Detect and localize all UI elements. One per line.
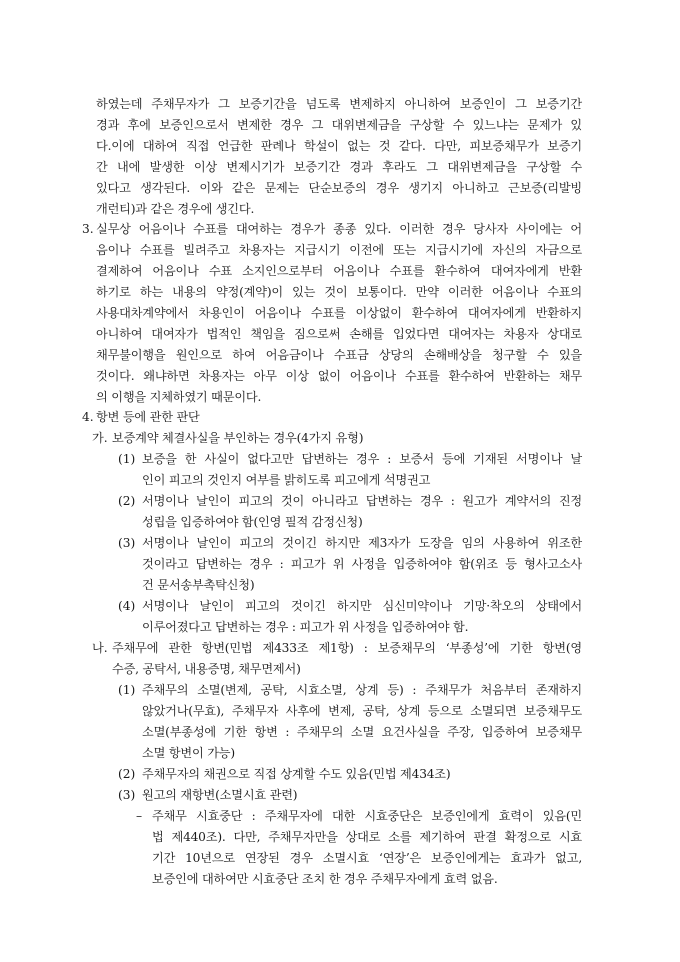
item-3-line: 채무불이행을 원인으로 하여 어음금이나 수표금 상당의 손해배상을 청구할 수 있을 — [96, 348, 582, 362]
subitem-line: 성립을 입증하여야 함(인영 필적 감정신청) — [142, 515, 363, 529]
dash-marker: – — [136, 809, 143, 823]
intro-line: 간 내에 발생한 이상 변제시기가 보증기간 경과 후라도 그 대위변제금을 구상할 수 — [96, 160, 582, 174]
dash-item-line: 보증인에 대하여만 시효중단 조치 한 경우 주채무자에게 효력 없음. — [152, 872, 498, 886]
subitem-line: 소멸 항변이 가능) — [142, 746, 235, 760]
subsection-title: 수증, 공탁서, 내용증명, 채무면제서) — [112, 662, 301, 676]
subitem-line: 서명이나 날인이 피고의 것이 아니라고 답변하는 경우 : 원고가 계약서의 진정 — [142, 494, 582, 508]
subitem-marker: (1) — [118, 452, 136, 466]
subsection-marker: 나. — [92, 641, 108, 655]
dash-item-line: 기간 10년으로 연장된 경우 소멸시효 ‘연장’은 보증인에게는 효과가 없고, — [152, 851, 582, 865]
item-number: 4. — [82, 410, 94, 424]
item-3-line: 실무상 어음이나 수표를 대여하는 경우가 종종 있다. 이러한 경우 당사자 사이에는 어 — [96, 222, 582, 236]
intro-line: 있다고 생각된다. 이와 같은 문제는 단순보증의 경우 생기지 아니하고 근보증(리발빙 — [96, 181, 582, 195]
subitem-marker: (3) — [118, 536, 136, 550]
subitem-line: 소멸(부종성에 기한 항변 : 주채무의 소멸 요건사실을 주장, 입증하여 보증채무 — [142, 725, 582, 739]
item-3-line: 결제하여 어음이나 수표 소지인으로부터 어음이나 수표를 환수하여 대여자에게 반환 — [96, 264, 582, 278]
subitem-line: 서명이나 날인이 피고의 것이긴 하지만 제3자가 도장을 임의 사용하여 위조한 — [142, 536, 582, 550]
dash-item-line: 주채무 시효중단 : 주채무자에 대한 시효중단은 보증인에게 효력이 있음(민 — [152, 809, 582, 823]
intro-line: 하였는데 주채무자가 그 보증기간을 넘도록 변제하지 아니하여 보증인이 그 보증기간 — [96, 97, 582, 111]
item-3-line: 하기로 하는 내용의 약정(계약)이 있는 것이 보통이다. 만약 이러한 어음이나 수표의 — [96, 285, 582, 299]
intro-line: 경과 후에 보증인으로서 변제한 경우 그 대위변제금을 구상할 수 있느냐는 문제가 있 — [96, 118, 582, 132]
subitem-line: 이루어졌다고 답변하는 경우 : 피고가 위 사정을 입증하여야 함. — [142, 620, 469, 634]
subitem-line: 서명이나 날인이 피고의 것이긴 하지만 심신미약이나 기망·착오의 상태에서 — [142, 599, 582, 613]
item-3-line: 아니하여 대여자가 법적인 책임을 짐으로써 손해를 입었다면 대여자는 차용자 상대로 — [96, 327, 582, 341]
intro-line: 개런티)과 같은 경우에 생긴다. — [96, 202, 255, 216]
subitem-line: 것이라고 답변하는 경우 : 피고가 위 사정을 입증하여야 함(위조 등 형사고소사 — [142, 557, 582, 571]
dash-item-line: 법 제440조). 다만, 주채무자만을 상대로 소를 제기하여 판결 확정으로 시효 — [152, 830, 582, 844]
item-3-line: 음이나 수표를 빌려주고 차용자는 지급시기 이전에 또는 지급시기에 자신의 자금으로 — [96, 243, 582, 257]
item-3-line: 사용대차계약에서 차용인이 어음이나 수표를 이상없이 환수하여 대여자에게 반환하지 — [96, 306, 582, 320]
subitem-marker: (3) — [118, 788, 136, 802]
subitem-line: 주채무자의 채권으로 직접 상계할 수도 있음(민법 제434조) — [142, 767, 451, 781]
intro-line: 다.이에 대하여 직접 언급한 판례나 학설이 없는 것 같다. 다만, 피보증채무가 보증기 — [96, 139, 582, 153]
subitem-marker: (2) — [118, 767, 136, 781]
subitem-line: 인이 피고의 것인지 여부를 밝히도록 피고에게 석명권고 — [142, 473, 431, 487]
item-3-line: 의 이행을 지체하였기 때문이다. — [96, 390, 262, 404]
item-4-title: 항변 등에 관한 판단 — [96, 410, 200, 424]
subitem-marker: (2) — [118, 494, 136, 508]
subitem-marker: (1) — [118, 683, 136, 697]
item-3-line: 것이다. 왜냐하면 차용자는 아무 이상 없이 어음이나 수표를 환수하여 반환하는 채무 — [96, 369, 582, 383]
subitem-line: 원고의 재항변(소멸시효 관련) — [142, 788, 298, 802]
subitem-line: 주채무의 소멸(변제, 공탁, 시효소멸, 상계 등) : 주채무가 처음부터 존재하지 — [142, 683, 582, 697]
subsection-marker: 가. — [92, 431, 108, 445]
subitem-line: 않았거나(무효), 주채무자 사후에 변제, 공탁, 상계 등으로 소멸되면 보증채무도 — [142, 704, 582, 718]
subsection-title: 보증계약 체결사실을 부인하는 경우(4가지 유형) — [112, 431, 364, 445]
subsection-title: 주채무에 관한 항변(민법 제433조 제1항) : 보증채무의 ‘부종성’에 기한 항변(영 — [112, 641, 582, 655]
subitem-line: 보증을 한 사실이 없다고만 답변하는 경우 : 보증서 등에 기재된 서명이나 날 — [142, 452, 582, 466]
subitem-marker: (4) — [118, 599, 136, 613]
subitem-line: 건 문서송부촉탁신청) — [142, 578, 255, 592]
item-number: 3. — [82, 222, 94, 236]
